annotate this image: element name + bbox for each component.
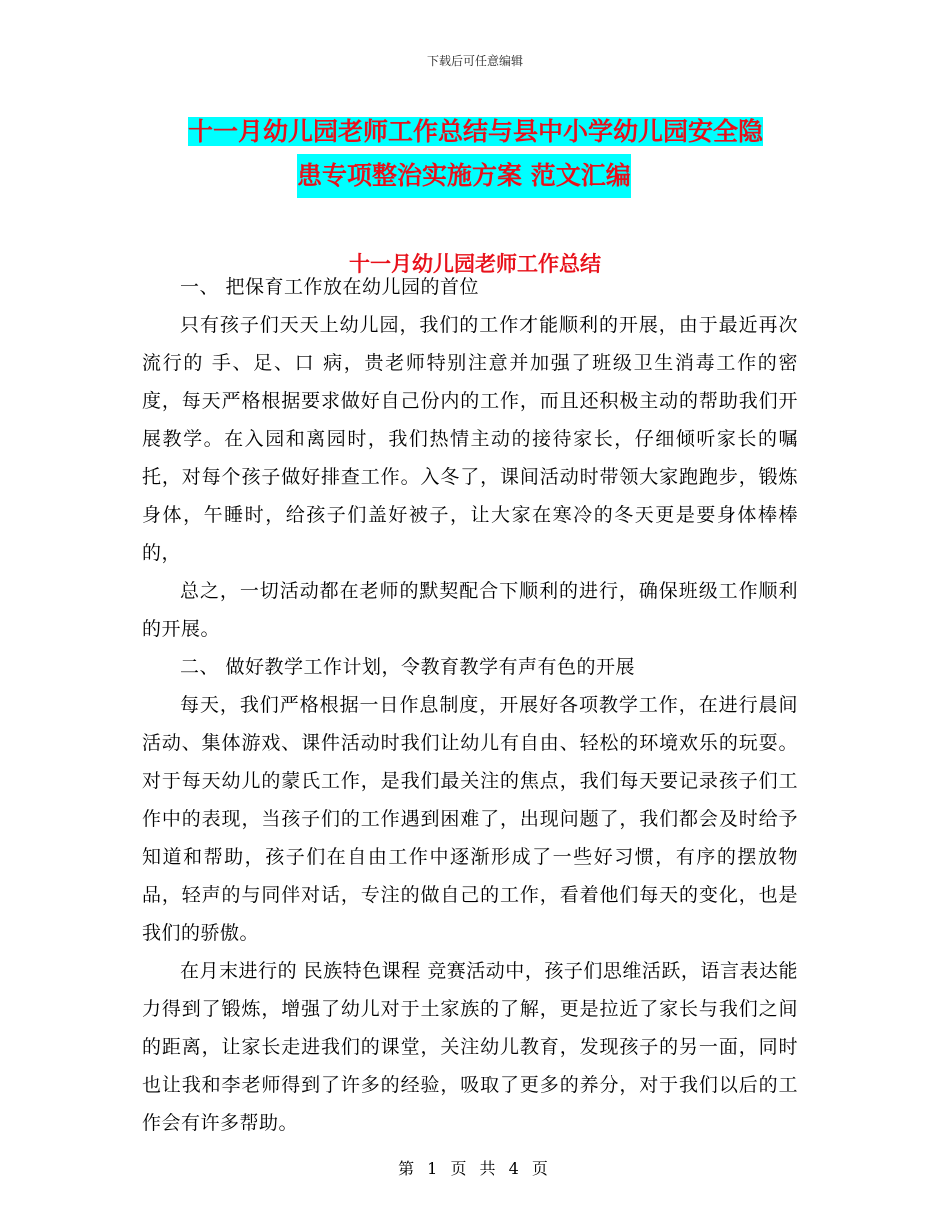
page-number-footer: 第 1 页 共 4 页 bbox=[398, 1159, 552, 1178]
subheading-1: 一、 把保育工作放在幼儿园的首位 bbox=[180, 276, 480, 298]
section-heading: 十一月幼儿园老师工作总结 bbox=[349, 252, 601, 276]
page-header-note: 下载后可任意编辑 bbox=[426, 54, 523, 68]
document-title-line2: 患专项整治实施方案 范文汇编 bbox=[297, 154, 631, 198]
document-body bbox=[142, 268, 798, 1142]
paragraph: 每天，我们严格根据一日作息制度，开展好各项教学工作，在进行晨间活动、集体游戏、课件活动时我们让幼儿有自由、轻松的环境欢乐的玩耍。对于每天幼儿的蒙氏工作，是我们最关注的焦点，我们每天要记录孩子们工作中的表现，当孩子们的工作遇到困难了，出现问题了，我们都会及时给予知道和帮助，孩子们在自由工作中逐渐形成了一些好习惯，有序的摆放物品，轻声的与同伴对话，专注的做自己的工作，看着他们每天的变化，也是我们的骄傲。 bbox=[142, 694, 798, 944]
paragraph: 总之，一切活动都在老师的默契配合下顺利的进行，确保班级工作顺利的开展。 bbox=[142, 580, 798, 640]
document-title bbox=[188, 110, 828, 198]
paragraph: 只有孩子们天天上幼儿园，我们的工作才能顺利的开展，由于最近再次流行的 手、足、口 病，贵老师特别注意并加强了班级卫生消毒工作的密度，每天严格根据要求做好自己份内的工作，而且还积极主动的帮助我们开展教学。在入园和离园时，我们热情主动的接待家长，仔细倾听家长的嘱托，对每个孩子做好排查工作。入冬了，课间活动时带领大家跑跑步，锻炼身体，午睡时，给孩子们盖好被子，让大家在寒冷的冬天更是要身体棒棒的， bbox=[142, 314, 798, 564]
subheading-2: 二、 做好教学工作计划，令教育教学有声有色的开展 bbox=[180, 656, 636, 678]
paragraph: 在月末进行的 民族特色课程 竞赛活动中，孩子们思维活跃，语言表达能力得到了锻炼，增强了幼儿对于土家族的了解，更是拉近了家长与我们之间的距离，让家长走进我们的课堂，关注幼儿教育，发现孩子的另一面，同时也让我和李老师得到了许多的经验，吸取了更多的养分，对于我们以后的工作会有许多帮助。 bbox=[142, 960, 798, 1134]
document-title-line1: 十一月幼儿园老师工作总结与县中小学幼儿园安全隐 bbox=[188, 117, 764, 146]
